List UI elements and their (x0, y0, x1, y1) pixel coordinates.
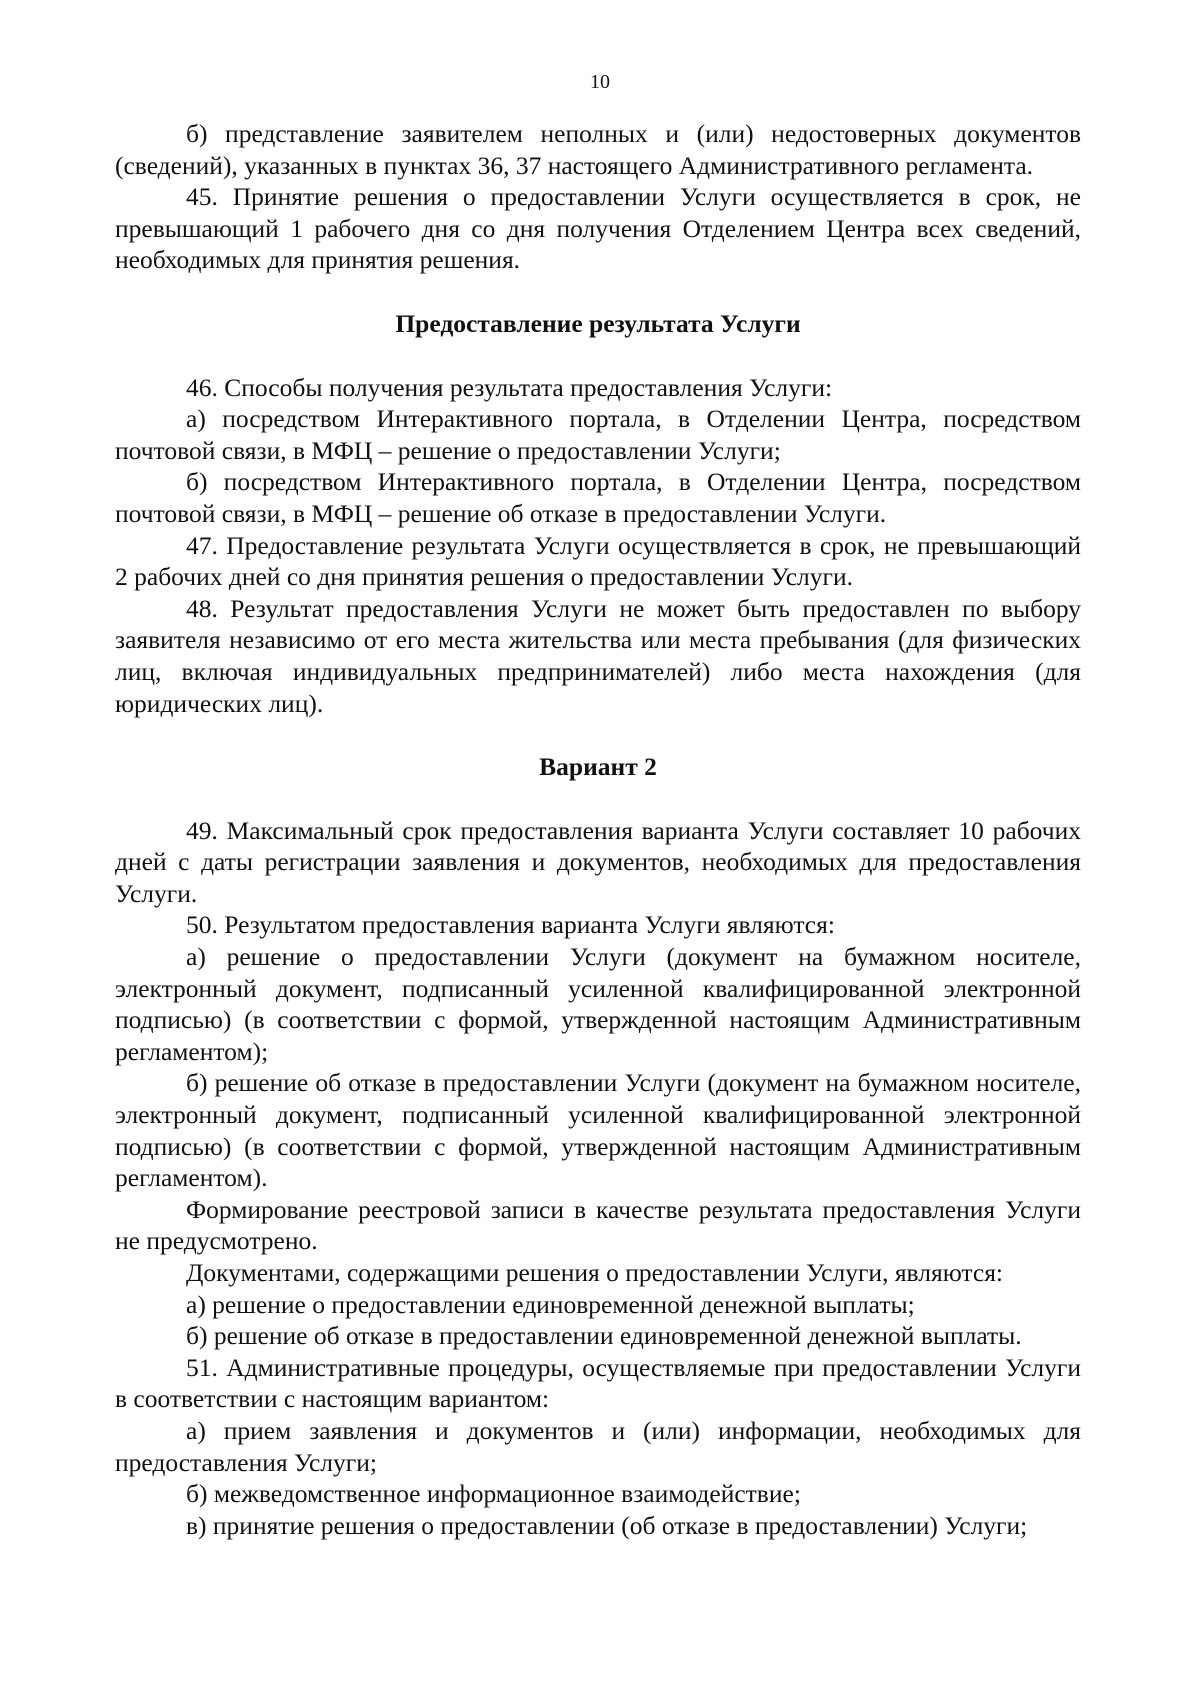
paragraph: б) решение об отказе в предоставлении единовременной денежной выплаты. (186, 1321, 1022, 1351)
paragraph: 46. Способы получения результата предоставления Услуги: (186, 372, 833, 402)
paragraph: 48. Результат предоставления Услуги не может быть предоставлен по выбору заявителя независимо от его места жительства или места пребывания (для физических лиц, включая индивидуальных предпринимателей) либо места нахождения (для юридических лиц). (115, 593, 1081, 718)
paragraph: Документами, содержащими решения о предоставлении Услуги, являются: (186, 1258, 1004, 1287)
paragraph: б) посредством Интерактивного портала, в Отделении Центра, посредством почтовой связи, в МФЦ – решение об отказе в предоставлении Услуги. (115, 467, 1081, 528)
paragraph: б) межведомственное информационное взаимодействие; (186, 1479, 801, 1509)
paragraph: 50. Результатом предоставления варианта Услуги являются: (186, 910, 835, 940)
paragraph: 49. Максимальный срок предоставления варианта Услуги составляет 10 рабочих дней с даты регистрации заявления и документов, необходимых для предоставления Услуги. (115, 815, 1081, 908)
paragraph: б) решение об отказе в предоставлении Услуги (документ на бумажном носителе, электронный документ, подписанный усиленной квалифицированной электронной подписью) (в соответствии с формой, утвержденной настоящим Административным регламентом). (115, 1068, 1081, 1193)
document-body (115, 118, 1081, 1541)
paragraph: а) решение о предоставлении единовременной денежной выплаты; (186, 1289, 915, 1319)
paragraph: а) решение о предоставлении Услуги (документ на бумажном носителе, электронный документ, подписанный усиленной квалифицированной электронной подписью) (в соответствии с формой, утвержденной настоящим Административным регламентом); (115, 942, 1081, 1066)
section-heading-variant-2: Вариант 2 (539, 752, 657, 782)
paragraph: Формирование реестровой записи в качестве результата предоставления Услуги не предусмотрено. (115, 1194, 1081, 1256)
paragraph: 51. Административные процедуры, осуществляемые при предоставлении Услуги в соответствии с настоящим вариантом: (115, 1352, 1081, 1414)
paragraph: в) принятие решения о предоставлении (об отказе в предоставлении) Услуги; (186, 1510, 1028, 1540)
section-heading-result: Предоставление результата Услуги (395, 308, 801, 338)
paragraph: 47. Предоставление результата Услуги осуществляется в срок, не превышающий 2 рабочих дней со дня принятия решения о предоставлении Услуги. (115, 530, 1081, 592)
section-result (115, 372, 1081, 720)
paragraph: а) посредством Интерактивного портала, в Отделении Центра, посредством почтовой связи, в МФЦ – решение о предоставлении Услуги; (115, 404, 1081, 465)
paragraph: 45. Принятие решения о предоставлении Услуги осуществляется в срок, не превышающий 1 рабочего дня со дня получения Отделением Центра всех сведений, необходимых для принятия решения. (115, 182, 1081, 275)
page-number: 10 (590, 71, 610, 93)
paragraph: а) прием заявления и документов и (или) информации, необходимых для предоставления Услуги; (115, 1415, 1081, 1477)
section-variant-2 (115, 815, 1081, 1542)
paragraph: б) представление заявителем неполных и (или) недостоверных документов (сведений), указанных в пунктах 36, 37 настоящего Административного регламента. (115, 119, 1081, 180)
